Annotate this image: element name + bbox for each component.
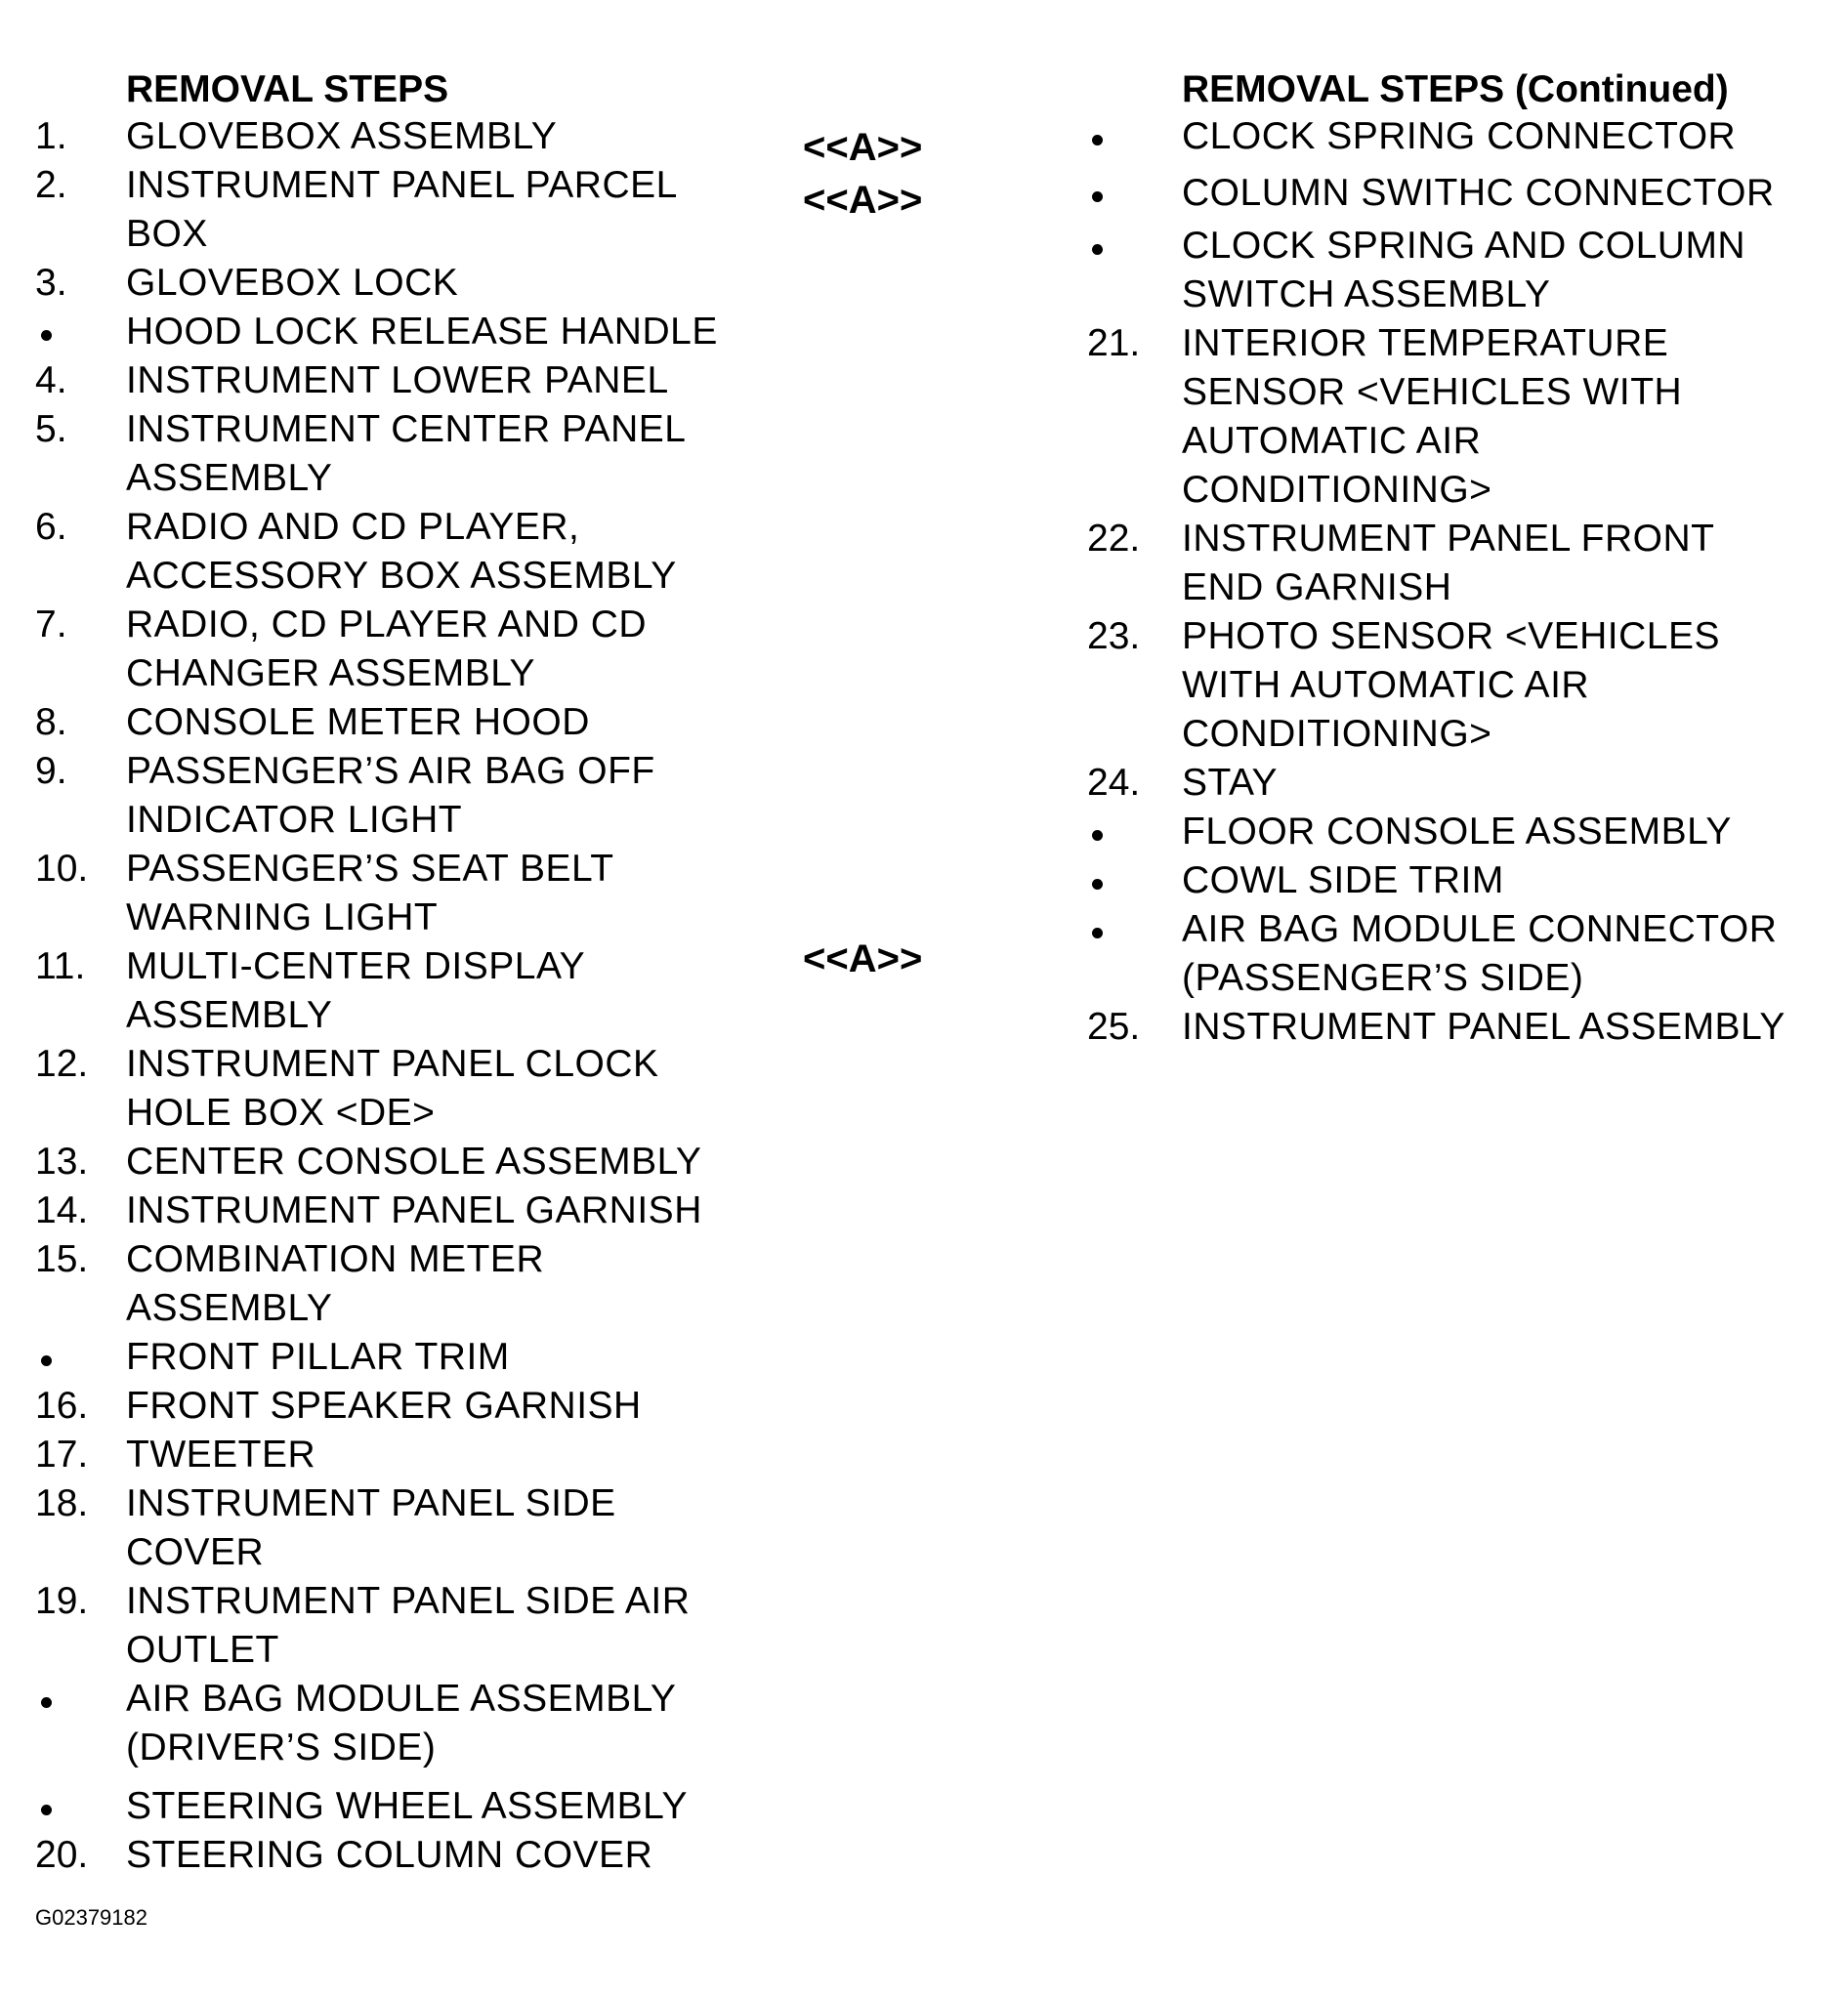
- step-text: CENTER CONSOLE ASSEMBLY: [126, 1141, 702, 1183]
- step-text: INSTRUMENT PANEL SIDE AIR: [126, 1580, 691, 1622]
- step-text: CLOCK SPRING AND COLUMN: [1182, 225, 1746, 267]
- step-text: FRONT SPEAKER GARNISH: [126, 1385, 642, 1427]
- step-text: RADIO AND CD PLAYER,: [126, 506, 580, 548]
- step-number: 9.: [35, 750, 67, 792]
- step-number: 2.: [35, 164, 67, 206]
- step-text: OUTLET: [126, 1629, 279, 1671]
- right-column-heading: REMOVAL STEPS (Continued): [1182, 68, 1729, 110]
- step-text: SENSOR <VEHICLES WITH: [1182, 371, 1683, 413]
- step-number: 25.: [1087, 1006, 1141, 1048]
- step-text: AIR BAG MODULE CONNECTOR: [1182, 908, 1778, 950]
- step-text: INSTRUMENT PANEL FRONT: [1182, 518, 1715, 560]
- bullet-icon: [1092, 191, 1103, 202]
- step-text: GLOVEBOX ASSEMBLY: [126, 115, 558, 157]
- step-text: INSTRUMENT LOWER PANEL: [126, 359, 669, 401]
- step-number: 1.: [35, 115, 67, 157]
- step-text: COMBINATION METER: [126, 1238, 545, 1280]
- step-number: 24.: [1087, 762, 1141, 804]
- figure-id: G02379182: [35, 1905, 147, 1930]
- step-number: 19.: [35, 1580, 89, 1622]
- bullet-icon: [1092, 135, 1103, 146]
- step-text: PHOTO SENSOR <VEHICLES: [1182, 615, 1721, 657]
- step-number: 8.: [35, 701, 67, 743]
- left-column-heading: REMOVAL STEPS: [126, 68, 449, 110]
- step-text: INSTRUMENT PANEL GARNISH: [126, 1189, 702, 1231]
- step-number: 23.: [1087, 615, 1141, 657]
- step-text: INTERIOR TEMPERATURE: [1182, 322, 1669, 364]
- step-text: STAY: [1182, 762, 1279, 804]
- step-text: ASSEMBLY: [126, 994, 333, 1036]
- step-number: 17.: [35, 1434, 89, 1476]
- step-text: ASSEMBLY: [126, 1287, 333, 1329]
- step-text: BOX: [126, 213, 208, 255]
- step-text: SWITCH ASSEMBLY: [1182, 273, 1551, 315]
- bullet-icon: [41, 330, 52, 341]
- step-number: 4.: [35, 359, 67, 401]
- step-text: INSTRUMENT PANEL SIDE: [126, 1482, 616, 1524]
- step-text: COWL SIDE TRIM: [1182, 859, 1504, 901]
- step-text: INSTRUMENT PANEL ASSEMBLY: [1182, 1006, 1785, 1048]
- step-number: 18.: [35, 1482, 89, 1524]
- note-marker-a: <<A>>: [803, 126, 923, 169]
- step-number: 10.: [35, 848, 89, 890]
- step-text: HOLE BOX <DE>: [126, 1092, 436, 1134]
- step-text: WITH AUTOMATIC AIR: [1182, 664, 1590, 706]
- step-text: COLUMN SWITHC CONNECTOR: [1182, 172, 1775, 214]
- step-text: CONDITIONING>: [1182, 713, 1492, 755]
- bullet-icon: [1092, 879, 1103, 890]
- bullet-icon: [41, 1805, 52, 1815]
- step-text: HOOD LOCK RELEASE HANDLE: [126, 311, 718, 353]
- step-text: STEERING WHEEL ASSEMBLY: [126, 1785, 688, 1827]
- note-marker-a: <<A>>: [803, 937, 923, 980]
- step-text: CLOCK SPRING CONNECTOR: [1182, 115, 1737, 157]
- step-number: 11.: [35, 945, 86, 987]
- step-text: MULTI-CENTER DISPLAY: [126, 945, 586, 987]
- step-text: CONDITIONING>: [1182, 469, 1492, 511]
- step-text: CHANGER ASSEMBLY: [126, 652, 536, 694]
- step-text: RADIO, CD PLAYER AND CD: [126, 603, 648, 645]
- step-number: 15.: [35, 1238, 89, 1280]
- bullet-icon: [1092, 928, 1103, 938]
- step-number: 5.: [35, 408, 67, 450]
- step-text: PASSENGER’S SEAT BELT: [126, 848, 614, 890]
- step-text: STEERING COLUMN COVER: [126, 1834, 653, 1876]
- step-number: 3.: [35, 262, 67, 304]
- step-text: FRONT PILLAR TRIM: [126, 1336, 510, 1378]
- step-number: 12.: [35, 1043, 89, 1085]
- step-number: 22.: [1087, 518, 1141, 560]
- bullet-icon: [41, 1697, 52, 1708]
- step-number: 13.: [35, 1141, 89, 1183]
- step-number: 14.: [35, 1189, 89, 1231]
- step-text: COVER: [126, 1531, 265, 1573]
- bullet-icon: [1092, 830, 1103, 841]
- step-text: END GARNISH: [1182, 566, 1452, 608]
- step-number: 7.: [35, 603, 67, 645]
- step-text: CONSOLE METER HOOD: [126, 701, 590, 743]
- step-text: INDICATOR LIGHT: [126, 799, 463, 841]
- step-number: 16.: [35, 1385, 89, 1427]
- bullet-icon: [1092, 244, 1103, 255]
- step-number: 21.: [1087, 322, 1141, 364]
- step-text: TWEETER: [126, 1434, 316, 1476]
- step-text: AIR BAG MODULE ASSEMBLY: [126, 1678, 677, 1720]
- step-text: (PASSENGER’S SIDE): [1182, 957, 1584, 999]
- step-number: 6.: [35, 506, 67, 548]
- step-text: ACCESSORY BOX ASSEMBLY: [126, 555, 677, 597]
- step-text: GLOVEBOX LOCK: [126, 262, 459, 304]
- step-text: INSTRUMENT CENTER PANEL: [126, 408, 687, 450]
- step-text: INSTRUMENT PANEL PARCEL: [126, 164, 678, 206]
- step-text: AUTOMATIC AIR: [1182, 420, 1482, 462]
- step-text: FLOOR CONSOLE ASSEMBLY: [1182, 811, 1732, 853]
- step-text: INSTRUMENT PANEL CLOCK: [126, 1043, 659, 1085]
- step-text: (DRIVER’S SIDE): [126, 1727, 437, 1768]
- step-text: PASSENGER’S AIR BAG OFF: [126, 750, 655, 792]
- bullet-icon: [41, 1355, 52, 1366]
- step-text: ASSEMBLY: [126, 457, 333, 499]
- step-number: 20.: [35, 1834, 89, 1876]
- step-text: WARNING LIGHT: [126, 896, 439, 938]
- note-marker-a: <<A>>: [803, 179, 923, 222]
